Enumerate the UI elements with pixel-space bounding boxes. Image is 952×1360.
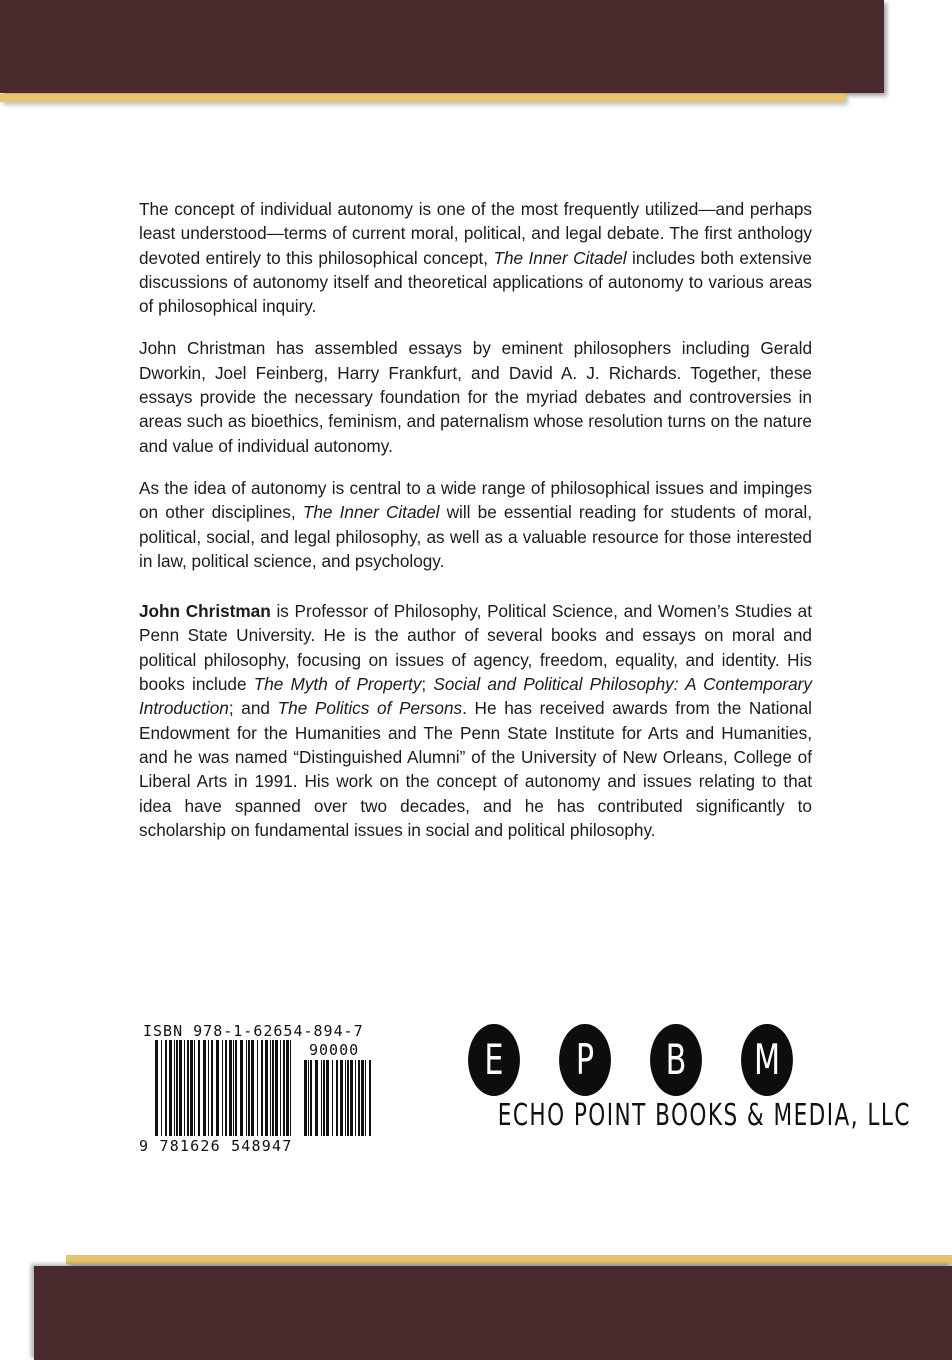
isbn-label: ISBN 978-1-62654-894-7 <box>143 1022 364 1040</box>
publisher-name: ECHO POINT BOOKS & MEDIA, LLC <box>497 1098 911 1133</box>
top-color-band <box>0 0 884 93</box>
publisher-logo <box>446 1024 911 1134</box>
logo-circle-b: B <box>650 1024 702 1096</box>
logo-circle-m: M <box>741 1024 793 1096</box>
logo-circle-p: P <box>559 1024 611 1096</box>
description-paragraph-3: As the idea of autonomy is central to a wide range of philosophical issues and impinges on other disciplines, The Inner Citadel will be essential reading for students of moral, political, social, and legal philosophy, as well as a valuable resource for those interested in law, political science, and psychology. <box>139 477 813 571</box>
ean-digits: 9 781626 548947 <box>139 1137 293 1155</box>
logo-circle-e: E <box>468 1024 520 1096</box>
barcode-addon: 90000 <box>309 1041 360 1059</box>
bottom-color-band <box>34 1266 952 1360</box>
description-paragraph-1: The concept of individual autonomy is one of the most frequently utilized—and perhaps least understood—terms of current moral, political, and legal debate. The first anthology devoted entirely to this philosophical concept, The Inner Citadel includes both extensive discussions of autonomy itself and theoretical applications of autonomy to various areas of philosophical inquiry. <box>139 199 812 317</box>
description-paragraph-2: John Christman has assembled essays by eminent philosophers including Gerald Dworkin, Joel Feinberg, Harry Frankfurt, and David A. J. Richards. Together, these essays provide the necessary foundation for the myriad debates and controversies in areas such as bioethics, feminism, and paternalism whose resolution turns on the nature and value of individual autonomy. <box>139 338 812 456</box>
back-cover-copy <box>139 197 812 860</box>
bottom-gold-stripe <box>66 1255 952 1264</box>
top-gold-stripe <box>0 94 845 102</box>
author-bio: John Christman is Professor of Philosophy, Political Science, and Women’s Studies at Penn State University. He is the author of several books and essays on moral and political philosophy, focusing on issues of agency, freedom, equality, and identity. His books include The Myth of Property; Social and Political Philosophy: A Contemporary Introduction; and The Politics of Persons. He has received awards from the National Endowment for the Humanities and The Penn State Institute for Arts and Humanities, and he was named “Distinguished Alumni” of the University of New Orleans, College of Liberal Arts in 1991. His work on the concept of autonomy and issues relating to that idea have spanned over two decades, and he has contributed significantly to scholarship on fundamental issues in social and political philosophy. <box>139 601 813 840</box>
isbn-barcode <box>139 1022 379 1162</box>
